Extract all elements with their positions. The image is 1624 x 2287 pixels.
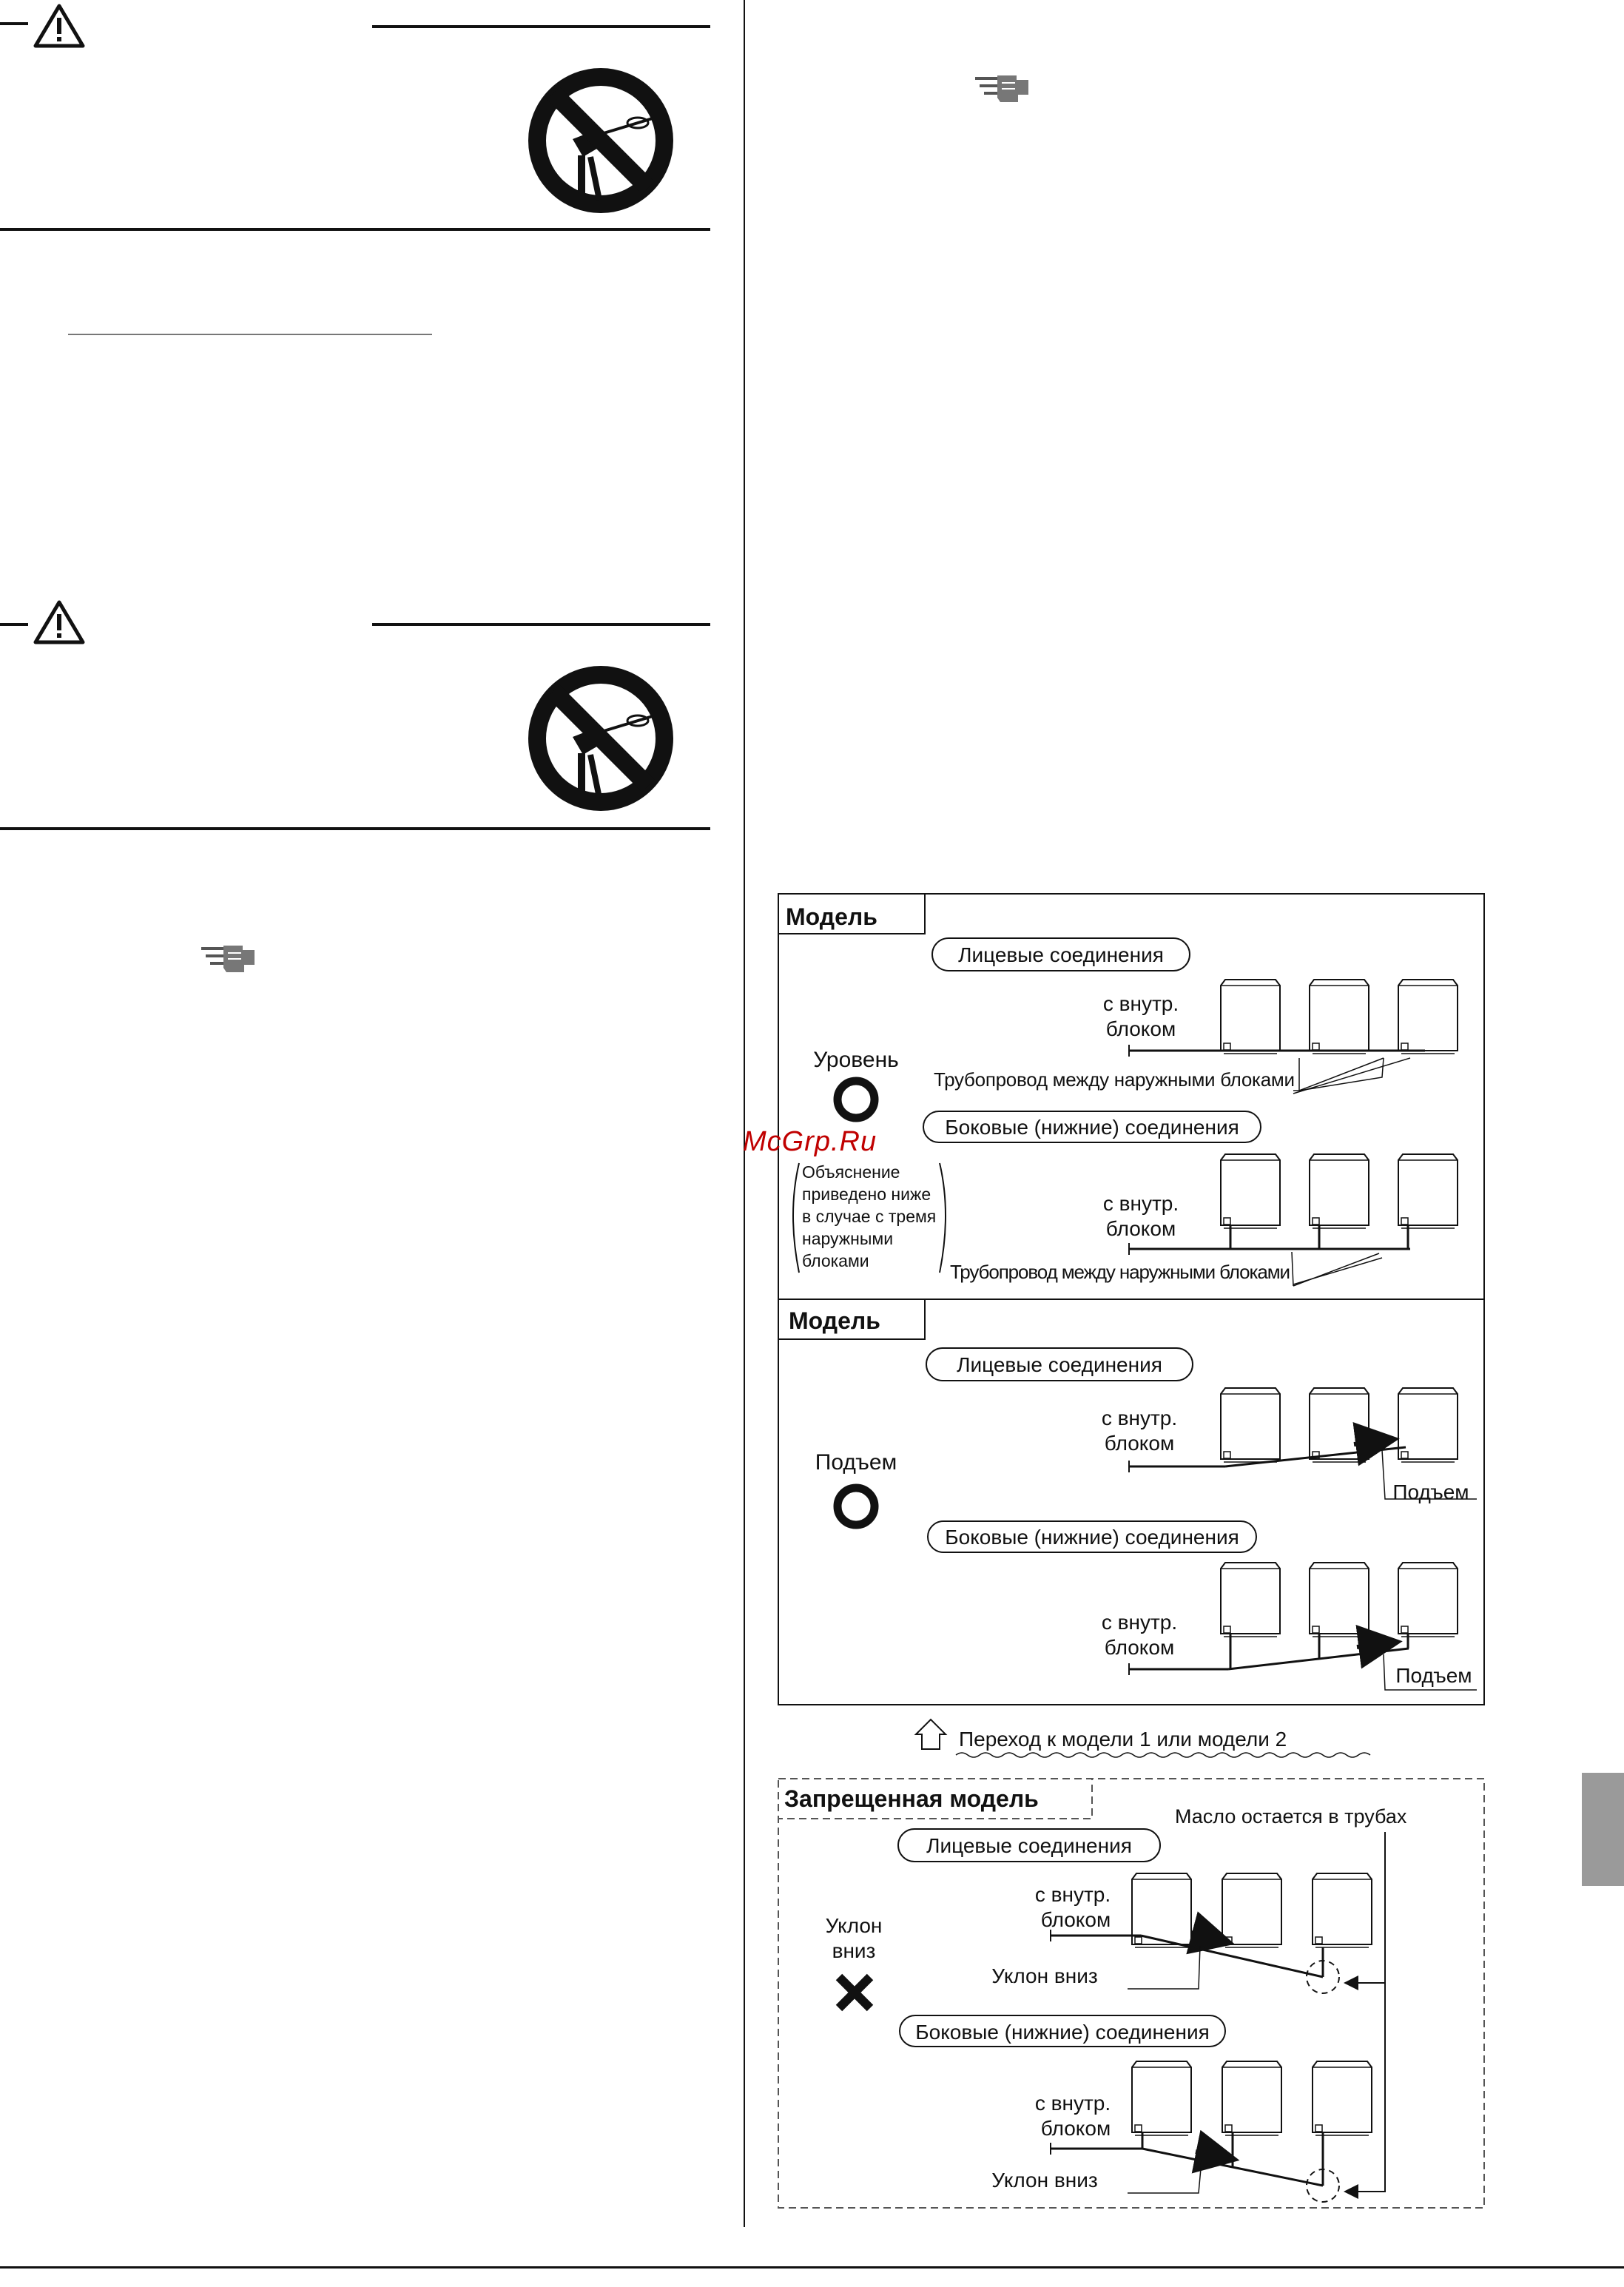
model2-section: Подъем bbox=[815, 1450, 897, 1475]
model2-rise-label: Подъем bbox=[1392, 1481, 1469, 1503]
model1-title: Модель bbox=[786, 903, 877, 930]
forbidden-section-2: вниз bbox=[832, 1939, 876, 1962]
column-divider bbox=[744, 0, 745, 2227]
model2-side-label: Боковые (нижние) соединения bbox=[945, 1526, 1239, 1549]
watermark: McGrp.Ru bbox=[743, 1126, 877, 1157]
model1-note-5: блоками bbox=[802, 1251, 869, 1270]
ok-circle-icon bbox=[838, 1488, 875, 1525]
outdoor-unit bbox=[1221, 1563, 1280, 1637]
model2-indoor-line2: блоком bbox=[1104, 1432, 1175, 1455]
forbidden-side-label: Боковые (нижние) соединения bbox=[915, 2021, 1210, 2044]
warning-triangle-icon bbox=[33, 3, 86, 49]
model1-note-1: Объяснение bbox=[802, 1162, 900, 1182]
model1-indoor-line2: блоком bbox=[1105, 1017, 1176, 1040]
prohibited-brazing-icon bbox=[527, 67, 675, 215]
up-arrow-icon bbox=[916, 1720, 946, 1749]
piping-diagram bbox=[769, 880, 1509, 2212]
forbidden-indoor-line2b: блоком bbox=[1040, 2117, 1111, 2140]
forbidden-section-1: Уклон bbox=[825, 1914, 883, 1937]
outdoor-unit bbox=[1398, 1154, 1458, 1228]
page-side-tab bbox=[1582, 1773, 1624, 1886]
section-underline bbox=[68, 334, 432, 335]
model2-indoor-line1b: с внутр. bbox=[1101, 1611, 1178, 1634]
outdoor-unit bbox=[1310, 1563, 1369, 1637]
model1-face-label: Лицевые соединения bbox=[958, 943, 1164, 966]
model1-indoor-line1: с внутр. bbox=[1102, 992, 1179, 1015]
ok-circle-icon bbox=[838, 1081, 875, 1118]
model2-indoor-line1: с внутр. bbox=[1101, 1407, 1178, 1429]
transition-label: Переход к модели 1 или модели 2 bbox=[959, 1728, 1287, 1751]
pointing-hand-icon bbox=[975, 73, 1031, 105]
model2-title: Модель bbox=[789, 1307, 880, 1334]
model1-note-3: в случае с тремя bbox=[802, 1207, 937, 1226]
outdoor-unit bbox=[1310, 1154, 1369, 1228]
outdoor-unit bbox=[1222, 2061, 1281, 2135]
outdoor-unit bbox=[1221, 980, 1280, 1054]
forbidden-indoor-line1: с внутр. bbox=[1034, 1883, 1111, 1906]
forbidden-slope-label-b: Уклон вниз bbox=[991, 2169, 1098, 2192]
forbidden-title: Запрещенная модель bbox=[784, 1785, 1039, 1812]
outdoor-unit bbox=[1398, 1563, 1458, 1637]
warning-block-2 bbox=[0, 598, 710, 835]
forbidden-slope-label: Уклон вниз bbox=[991, 1964, 1098, 1987]
pointing-hand-icon bbox=[201, 943, 257, 975]
forbidden-indoor-line2: блоком bbox=[1040, 1908, 1111, 1931]
forbidden-oil-label: Масло остается в трубах bbox=[1175, 1805, 1407, 1828]
model1-section: Уровень bbox=[813, 1048, 899, 1072]
outdoor-unit bbox=[1313, 2061, 1372, 2135]
outdoor-unit bbox=[1313, 1873, 1372, 1947]
prohibited-brazing-icon bbox=[527, 664, 675, 812]
outdoor-unit bbox=[1132, 2061, 1191, 2135]
forbidden-face-label: Лицевые соединения bbox=[926, 1834, 1132, 1857]
model1-pipe-label: Трубопровод между наружными блоками bbox=[934, 1068, 1295, 1091]
outdoor-unit bbox=[1221, 1154, 1280, 1228]
outdoor-unit bbox=[1310, 1388, 1369, 1462]
outdoor-unit bbox=[1398, 980, 1458, 1054]
outdoor-unit bbox=[1310, 980, 1369, 1054]
warning-block-1 bbox=[0, 0, 710, 237]
model1-note-2: приведено ниже bbox=[802, 1185, 931, 1204]
model1-note-4: наружными bbox=[802, 1229, 894, 1248]
model2-rise-label-b: Подъем bbox=[1395, 1664, 1472, 1687]
model1-pipe-label-b: Трубопровод между наружными блоками bbox=[950, 1261, 1290, 1283]
outdoor-unit bbox=[1221, 1388, 1280, 1462]
model1-side-label: Боковые (нижние) соединения bbox=[945, 1116, 1239, 1139]
forbidden-indoor-line1b: с внутр. bbox=[1034, 2092, 1111, 2115]
warning-triangle-icon bbox=[33, 599, 86, 645]
outdoor-unit bbox=[1222, 1873, 1281, 1947]
model1-indoor-line1b: с внутр. bbox=[1102, 1192, 1179, 1215]
page-bottom-rule bbox=[0, 2266, 1624, 2269]
prohibited-cross-icon bbox=[839, 1977, 870, 2008]
model2-face-label: Лицевые соединения bbox=[957, 1353, 1162, 1376]
outdoor-unit bbox=[1398, 1388, 1458, 1462]
model1-indoor-line2b: блоком bbox=[1105, 1217, 1176, 1240]
model2-indoor-line2b: блоком bbox=[1104, 1636, 1175, 1659]
